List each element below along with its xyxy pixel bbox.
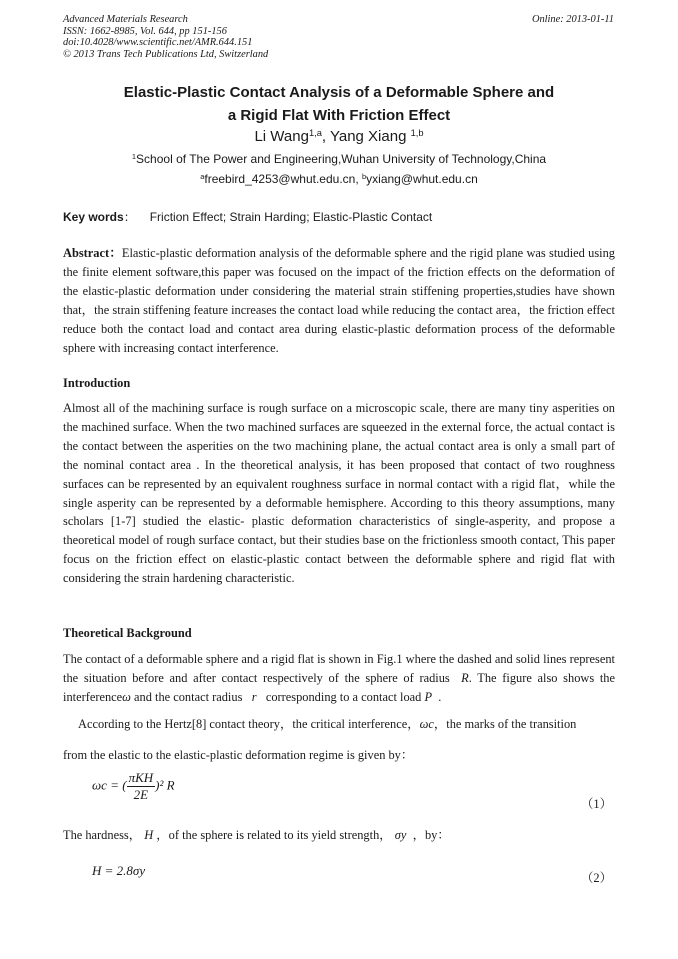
theory-paragraph-2-cont: from the elastic to the elastic-plastic deformation regime is given by：	[63, 748, 414, 762]
text-run: According to the Hertz[8] contact theory，the critical interference，	[78, 717, 420, 731]
text-run: The contact of a deformable sphere and a rigid flat is shown in Fig.1 where the dashed and solid lines represent the situation before and after contact respectively of the sphere of radius	[63, 652, 615, 685]
author-name: Li Wang	[254, 128, 309, 145]
theory-paragraph-1	[63, 650, 615, 707]
affiliation	[63, 151, 615, 167]
symbol-P: P	[424, 689, 433, 704]
abstract-text: Elastic-plastic deformation analysis of the deformable sphere and the rigid plane was studied using the finite element software,this paper was focused on the impact of the friction effects on the deformation of the elastic-plastic deformation under considering the material strain stiffening properties,studies have shown that，the strain stiffening feature increases the contact load while reducing the contact area，the friction effect reduce both the contact load and contact area during elastic-plastic deformation process of the deformable sphere with increasing contact interference.	[63, 246, 615, 355]
affiliation-superscript: 1	[131, 151, 137, 161]
eq1-numerator: πKH	[128, 770, 154, 785]
text-run: ，of the sphere is related to its yield strength，	[156, 828, 392, 842]
text-run: ，the marks of the transition	[433, 717, 577, 731]
email-link[interactable]: yxiang@whut.edu.cn	[366, 172, 478, 186]
symbol-r: r	[251, 689, 257, 704]
abstract-label: Abstract：	[63, 246, 122, 260]
eq1-lhs: ωc = (	[92, 777, 127, 793]
author-superscript: 1,b	[410, 127, 424, 138]
text-run: ，by：	[412, 828, 450, 842]
eq1-denominator: 2E	[133, 787, 149, 802]
copyright-line: © 2013 Trans Tech Publications Ltd, Switzerland	[63, 48, 269, 60]
theory-paragraph-2	[78, 715, 615, 734]
keywords	[63, 208, 432, 225]
keywords-separator: ：	[123, 210, 136, 224]
eq1-fraction	[127, 770, 156, 803]
journal-name: Advanced Materials Research	[63, 14, 188, 25]
symbol-sigma-y: σy	[394, 828, 407, 842]
abstract	[63, 244, 615, 357]
issn-line: ISSN: 1662-8985, Vol. 644, pp 151-156	[63, 25, 227, 37]
symbol-R: R	[461, 670, 469, 685]
online-date: Online: 2013-01-11	[531, 14, 614, 25]
equation-1-number: （1）	[581, 797, 612, 811]
equation-2: H = 2.8σy	[92, 863, 146, 878]
symbol-omega-c: ωc	[419, 717, 434, 731]
title-line-2: a Rigid Flat With Friction Effect	[227, 107, 451, 124]
introduction-heading: Introduction	[63, 376, 131, 390]
keywords-label: Key words	[63, 210, 124, 224]
email-link[interactable]: freebird_4253@whut.edu.cn,	[204, 172, 359, 186]
text-run: .	[438, 689, 442, 704]
email-superscript: a	[200, 171, 205, 181]
equation-2-number: （2）	[581, 871, 612, 885]
author-emails	[63, 171, 615, 187]
symbol-H: H	[144, 828, 154, 842]
paper-title	[63, 81, 615, 127]
equation-1	[92, 770, 175, 803]
keywords-text: Friction Effect; Strain Harding; Elastic-Plastic Contact	[149, 210, 433, 224]
introduction-text: Almost all of the machining surface is rough surface on a microscopic scale, there are many tiny asperities on the machined surface. When the two machined surfaces are squeezed in the external force, the actual contact is the contact between the asperities on the two machining plane, the actual contact area is only a small part of the nominal contact area . In the theoretical analysis, it has been proposed that contact of two roughness surfaces can be represented by an equivalent roughness surface in normal contact with a rigid flat，while the single asperity can be represented by a deformable hemisphere. According to this theory assumptions, many scholars [1-7] studied the elastic- plastic deformation characteristics of single-asperity, and propose a theoretical model of rough surface contact, but their studies base on the frictionless smooth contact, This paper focus on the friction effect on elastic-plastic contact between the deformable sphere and rigid flat with considering the strain hardening characteristic.	[63, 401, 615, 586]
author-list: Li Wang$^{1,a}$, Yang Xiang $^{1,b}$	[254, 127, 424, 145]
theory-heading: Theoretical Background	[63, 626, 192, 640]
title-line-1: Elastic-Plastic Contact Analysis of a Deformable Sphere and	[123, 84, 555, 101]
author-superscript: 1,a	[308, 127, 322, 138]
text-run: . The figure also shows the interference	[63, 670, 615, 704]
affiliation-text: School of The Power and Engineering,Wuhan University of Technology,China	[136, 152, 547, 166]
text-run: corresponding to a contact load	[265, 689, 422, 704]
symbol-omega: ω	[122, 689, 131, 704]
author-name: Yang Xiang	[329, 128, 407, 145]
journal-header	[63, 14, 268, 60]
email-superscript: b	[362, 171, 367, 181]
text-run: and the contact radius	[134, 689, 243, 704]
text-run: The hardness，	[63, 828, 142, 842]
eq1-rhs: )² R	[155, 777, 175, 793]
theory-paragraph-3	[63, 826, 615, 845]
doi-line: doi:10.4028/www.scientific.net/AMR.644.151	[63, 37, 253, 49]
